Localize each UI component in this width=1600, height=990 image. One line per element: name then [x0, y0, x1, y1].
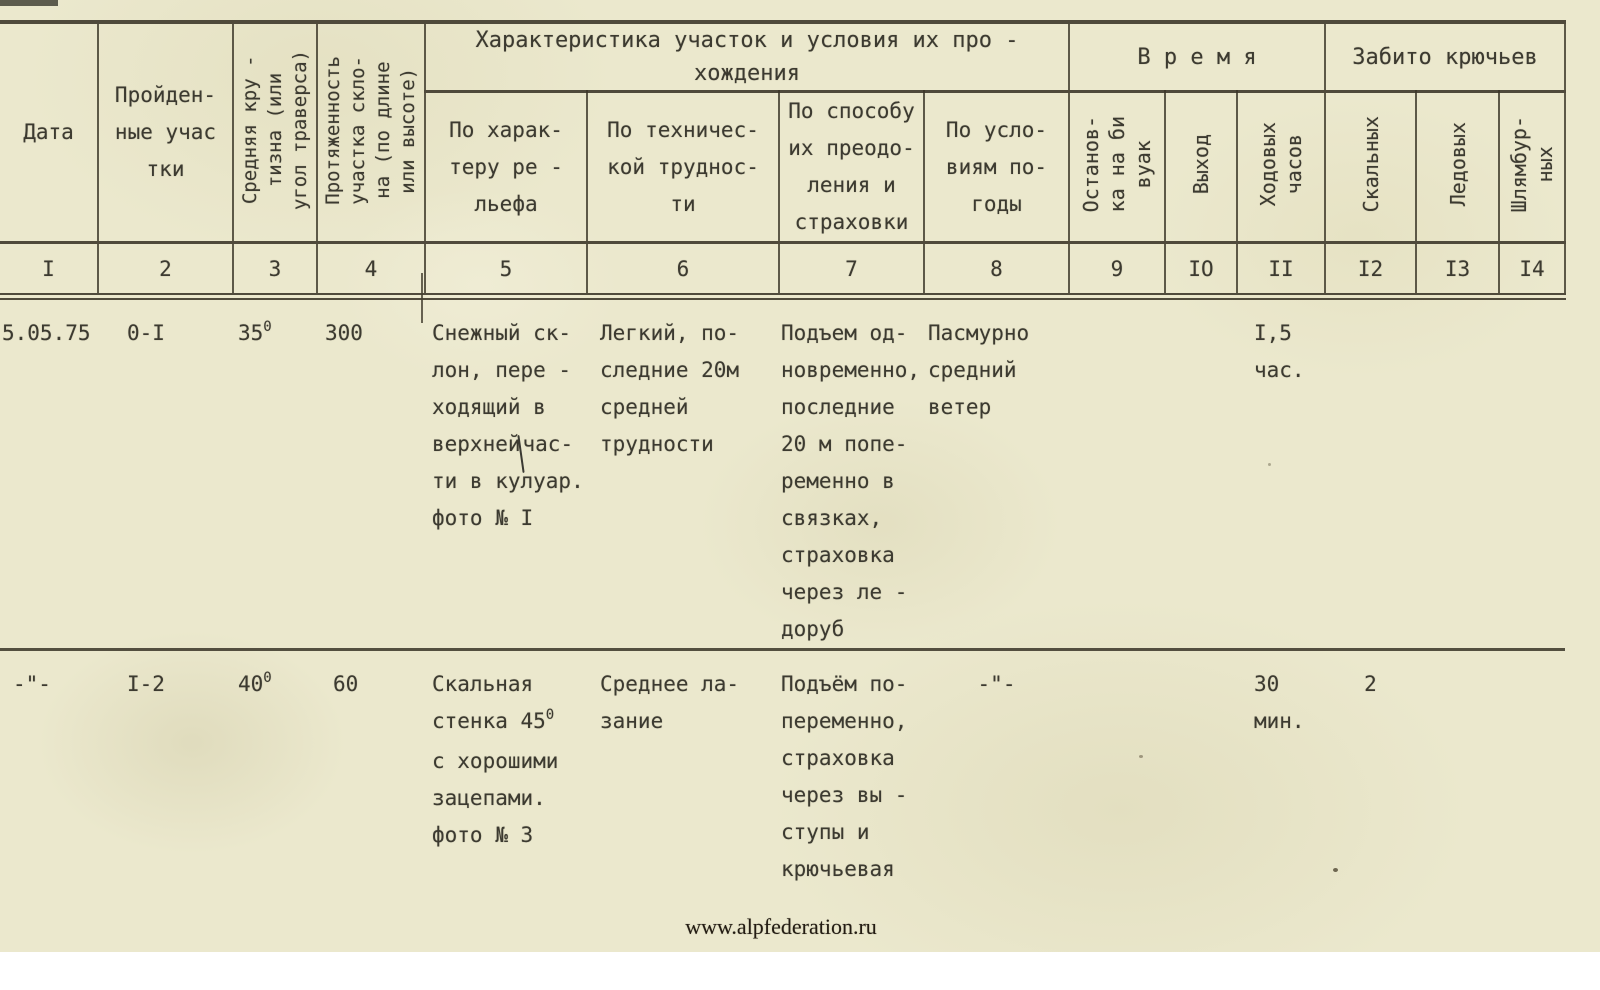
text-fragment: час-: [522, 432, 574, 456]
cell-r1-pitons-bolt: [1499, 297, 1565, 650]
text-line: 20 м попе-: [781, 432, 908, 456]
text-line: -"-: [13, 672, 51, 696]
header-line: Средняя кру -: [238, 55, 261, 205]
header-line: По техничес-: [607, 117, 759, 142]
text-line: [432, 426, 587, 463]
text-line: ходящий в: [432, 395, 546, 419]
header-line: По усло-: [945, 117, 1048, 142]
text-line: мин.: [1254, 709, 1305, 733]
header-line: угол траверса): [288, 49, 311, 211]
text-line: [432, 703, 587, 743]
header-group-time: [1069, 22, 1325, 92]
header-sections: [98, 22, 233, 243]
header-line: По способу: [788, 99, 915, 123]
header-line: ка на би: [1105, 116, 1129, 213]
text-line: I,5: [1254, 321, 1292, 345]
header-line: на (по длине: [372, 61, 394, 199]
cell-r2-pitons-ice: [1416, 650, 1499, 990]
text-fragment: 40: [238, 672, 264, 696]
text-fragment: стенка 45: [432, 709, 546, 733]
text-line: крючьевая: [781, 857, 895, 881]
column-number-13: I3: [1416, 243, 1499, 297]
column-number-10: IO: [1165, 243, 1237, 297]
header-line: ти: [670, 191, 696, 216]
text-line: лон, пере -: [432, 358, 572, 382]
cell-r1-difficulty: [587, 297, 779, 650]
column-number-8: 8: [924, 243, 1069, 297]
cell-r2-section: [98, 650, 233, 990]
cell-r1-hours: [1237, 297, 1325, 650]
degree-superscript: 0: [545, 707, 555, 723]
text-line: Скальная: [432, 672, 534, 696]
header-line: В р е м я: [1137, 44, 1257, 70]
text-line: ступы и: [781, 820, 870, 844]
header-group-characteristics: [425, 22, 1069, 92]
column-number-14: I4: [1499, 243, 1565, 297]
header-line: ных: [1533, 146, 1558, 183]
header-line: ные учас: [114, 120, 217, 144]
text-line: доруб: [781, 617, 845, 641]
cell-r2-pitons-rock: [1325, 650, 1416, 990]
text-line: трудности: [600, 432, 714, 456]
cell-r2-start: [1165, 650, 1237, 990]
header-method: [779, 92, 924, 243]
header-line: Шлямбур-: [1507, 116, 1532, 213]
text-line: следние 20м: [600, 358, 740, 382]
text-line: зание: [600, 709, 664, 733]
vertical-text: [1506, 116, 1558, 212]
header-pitons-ice: [1416, 92, 1499, 243]
header-line: часов: [1282, 134, 1306, 195]
vertical-text: [1255, 122, 1307, 206]
column-number-9: 9: [1069, 243, 1165, 297]
text-line: через вы -: [781, 783, 908, 807]
text-line: Подъем од-: [781, 321, 908, 345]
header-line: Характеристика участок и условия их про -: [475, 28, 1019, 53]
cell-r1-steepness: [233, 297, 317, 650]
header-line: или высоте): [397, 67, 419, 193]
text-line: через ле -: [781, 580, 908, 604]
header-line: Ледовых: [1445, 122, 1470, 207]
vertical-text: [1078, 116, 1156, 212]
degree-superscript: 0: [263, 319, 272, 335]
header-difficulty: [587, 92, 779, 243]
text-line: Снежный ск-: [432, 321, 572, 345]
text-line: Среднее ла-: [600, 672, 740, 696]
text-line: последние: [781, 395, 895, 419]
text-line: [238, 315, 317, 355]
vertical-text: [238, 50, 313, 210]
text-line: связках,: [781, 506, 883, 530]
column-number-2: 2: [98, 243, 233, 297]
route-description-table: [0, 20, 1566, 990]
text-line: 300: [325, 321, 363, 345]
header-date: [0, 22, 98, 243]
text-line: I-2: [127, 672, 165, 696]
header-line: По харак-: [449, 117, 563, 142]
text-fragment: верхней: [432, 432, 521, 456]
header-line: страховки: [794, 210, 909, 234]
cell-r2-weather: [924, 650, 1069, 990]
header-line: Забито крючьев: [1352, 44, 1538, 70]
vertical-text: [1358, 116, 1384, 212]
header-line: теру ре -: [449, 154, 563, 179]
text-line: -"-: [977, 672, 1016, 696]
cell-r1-bivouac: [1069, 297, 1165, 650]
header-length: [317, 22, 425, 243]
vertical-text: [1188, 134, 1214, 194]
cell-r1-section: [98, 297, 233, 650]
text-line: час.: [1254, 358, 1305, 382]
text-line: средней: [600, 395, 689, 419]
header-relief: [425, 92, 587, 243]
header-line: Выход: [1189, 134, 1213, 195]
cell-r1-relief: [425, 297, 587, 650]
text-line: средний: [928, 358, 1017, 382]
text-line: новременно,: [781, 358, 921, 382]
text-line: переменно,: [781, 709, 908, 733]
header-line: тизна (или: [263, 72, 286, 188]
header-line: ления и: [807, 173, 896, 197]
cell-r2-hours: [1237, 650, 1325, 990]
header-pitons-bolt: [1499, 92, 1565, 243]
header-bivouac-stop: [1069, 92, 1165, 243]
watermark: www.alpfederation.ru: [685, 914, 877, 939]
text-line: 2: [1364, 672, 1377, 696]
text-line: фото № 3: [432, 823, 534, 847]
text-line: страховка: [781, 746, 895, 770]
text-line: 30: [1254, 672, 1280, 696]
header-line: вуак: [1131, 140, 1155, 189]
cell-r2-date: [0, 650, 98, 990]
text-fragment: 35: [238, 321, 264, 345]
header-steepness: [233, 22, 317, 243]
vertical-text: [1445, 122, 1471, 206]
header-group-pitons: [1325, 22, 1565, 92]
cell-r1-weather: [924, 297, 1069, 650]
text-line: [238, 666, 317, 706]
degree-superscript: 0: [263, 670, 272, 686]
text-line: с хорошими: [432, 749, 559, 773]
scan-artifact: [0, 0, 58, 6]
cell-r2-steepness: [233, 650, 317, 990]
header-line: Скальных: [1358, 116, 1383, 213]
column-number-5: 5: [425, 243, 587, 297]
text-line: фото № I: [432, 506, 534, 530]
column-number-4: 4: [317, 243, 425, 297]
cell-r1-pitons-rock: [1325, 297, 1416, 650]
text-line: Подъём по-: [781, 672, 908, 696]
column-line-stub: [421, 273, 423, 323]
text-line: страховка: [781, 543, 895, 567]
text-line: Легкий, по-: [600, 321, 740, 345]
header-line: тки: [146, 157, 185, 181]
header-line: участка скло-: [347, 55, 369, 205]
column-number-12: I2: [1325, 243, 1416, 297]
header-line: Пройден-: [114, 83, 217, 107]
cell-r1-length: [317, 297, 425, 650]
header-weather: [924, 92, 1069, 243]
text-line: Пасмурно: [928, 321, 1030, 345]
header-walking-hours: [1237, 92, 1325, 243]
text-line: 5.05.75: [2, 321, 91, 345]
cell-r1-method: [779, 297, 924, 650]
cell-r2-pitons-bolt: [1499, 650, 1565, 990]
column-number-11: II: [1237, 243, 1325, 297]
text-line: 0-I: [127, 321, 165, 345]
cell-r1-date: [0, 297, 98, 650]
header-line: годы: [971, 191, 1022, 216]
cell-r2-length: [317, 650, 425, 990]
cell-r2-relief: [425, 650, 587, 990]
text-line: ременно в: [781, 469, 895, 493]
text-line: зацепами.: [432, 786, 546, 810]
header-line: кой труднос-: [607, 154, 759, 179]
header-start: [1165, 92, 1237, 243]
header-line: их преодо-: [788, 136, 915, 160]
text-line: ветер: [928, 395, 992, 419]
cell-r1-start: [1165, 297, 1237, 650]
header-line: хождения: [694, 61, 800, 86]
vertical-text: [321, 56, 421, 205]
header-pitons-rock: [1325, 92, 1416, 243]
column-number-7: 7: [779, 243, 924, 297]
header-line: Останов-: [1079, 116, 1103, 213]
header-date-label: Дата: [23, 120, 74, 144]
column-number-6: 6: [587, 243, 779, 297]
header-line: льефа: [474, 191, 538, 216]
cell-r2-bivouac: [1069, 650, 1165, 990]
column-number-3: 3: [233, 243, 317, 297]
text-line: 60: [333, 672, 359, 696]
text-line: ти в кулуар.: [432, 469, 584, 493]
header-line: Протяженность: [322, 55, 344, 205]
header-line: виям по-: [945, 154, 1048, 179]
cell-r1-pitons-ice: [1416, 297, 1499, 650]
column-number-1: I: [0, 243, 98, 297]
header-line: Ходовых: [1256, 122, 1280, 207]
